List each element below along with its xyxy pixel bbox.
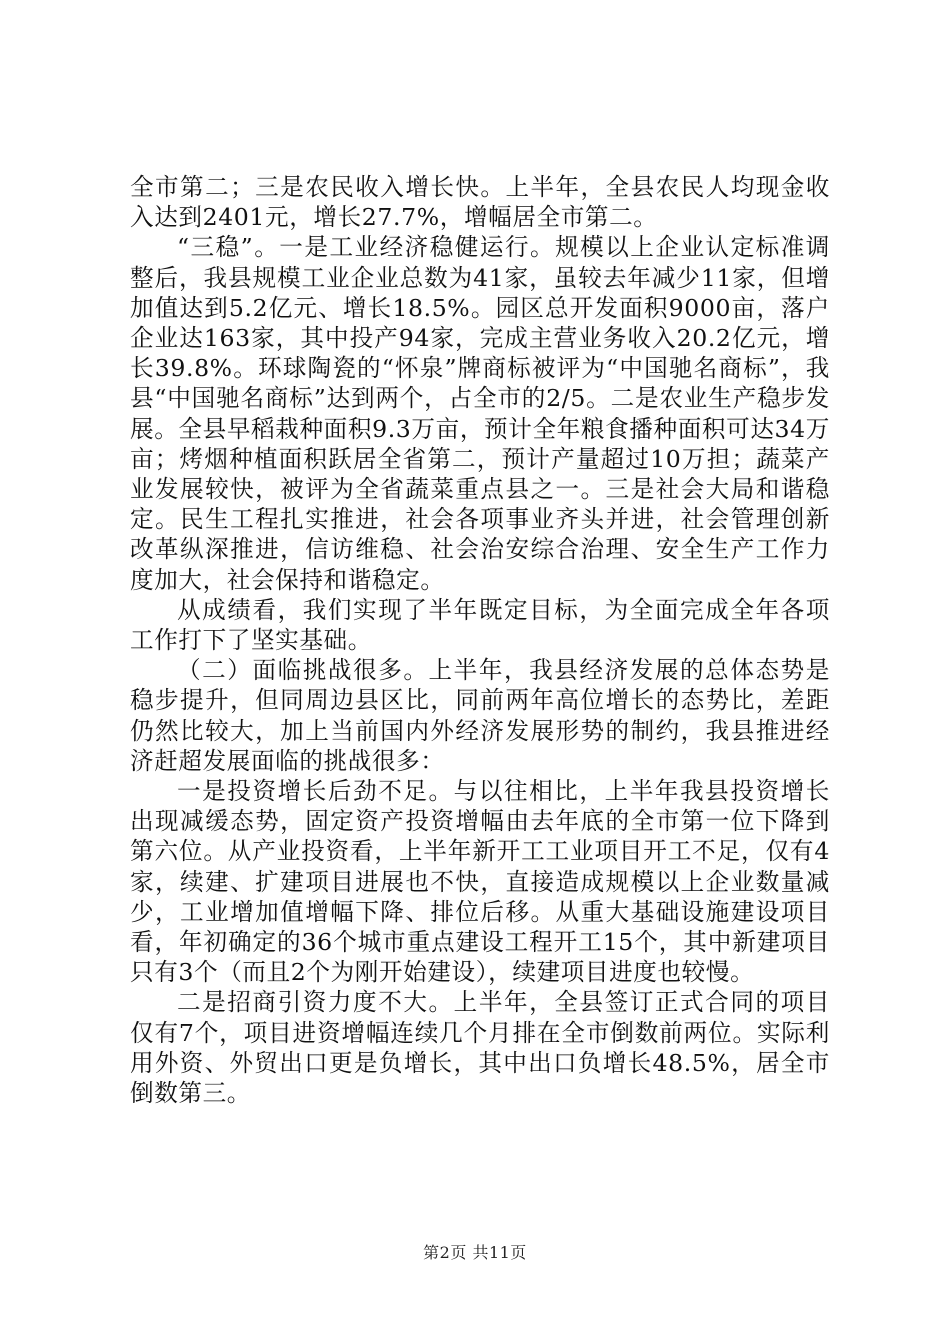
- paragraph-investment: 一是投资增长后劲不足。与以往相比，上半年我县投资增长出现减缓态势，固定资产投资增幅由去年底的全市第一位下降到第六位。从产业投资看，上半年新开工工业项目开工不足，仅有4家，续建、扩建项目进展也不快，直接造成规模以上企业数量减少，工业增加值增幅下降、排位后移。从重大基础设施建设项目看，年初确定的36个城市重点建设工程开工15个，其中新建项目只有3个（而且2个为刚开始建设），续建项目进度也较慢。: [130, 777, 830, 987]
- paragraph-challenges: （二）面临挑战很多。上半年，我县经济发展的总体态势是稳步提升，但同周边县区比，同前两年高位增长的态势比，差距仍然比较大，加上当前国内外经济发展形势的制约，我县推进经济赶超发展面临的挑战很多：: [130, 656, 830, 775]
- paragraph-income: 全市第二；三是农民收入增长快。上半年，全县农民人均现金收入达到2401元，增长27.7%，增幅居全市第二。: [130, 173, 830, 232]
- document-body: [130, 172, 830, 1108]
- paragraph-achievements: 从成绩看，我们实现了半年既定目标，为全面完成全年各项工作打下了坚实基础。: [130, 595, 830, 655]
- page-number-footer: 第2页 共11页: [423, 1243, 527, 1262]
- paragraph-attracting-investment: 二是招商引资力度不大。上半年，全县签订正式合同的项目仅有7个，项目进资增幅连续几个月排在全市倒数前两位。实际利用外资、外贸出口更是负增长，其中出口负增长48.5%，居全市倒数第三。: [130, 988, 830, 1108]
- paragraph-three-stable: “三稳”。一是工业经济稳健运行。规模以上企业认定标准调整后，我县规模工业企业总数为41家，虽较去年减少11家，但增加值达到5.2亿元、增长18.5%。园区总开发面积9000亩，落户企业达163家，其中投产94家，完成主营业务收入20.2亿元，增长39.8%。环球陶瓷的“怀泉”牌商标被评为“中国驰名商标”，我县“中国驰名商标”达到两个，占全市的2/5。二是农业生产稳步发展。全县早稻栽种面积9.3万亩，预计全年粮食播种面积可达34万亩；烤烟种植面积跃居全省第二，预计产量超过10万担；蔬菜产业发展较快，被评为全省蔬菜重点县之一。三是社会大局和谐稳定。民生工程扎实推进，社会各项事业齐头并进，社会管理创新改革纵深推进，信访维稳、社会治安综合治理、安全生产工作力度加大，社会保持和谐稳定。: [130, 233, 830, 594]
